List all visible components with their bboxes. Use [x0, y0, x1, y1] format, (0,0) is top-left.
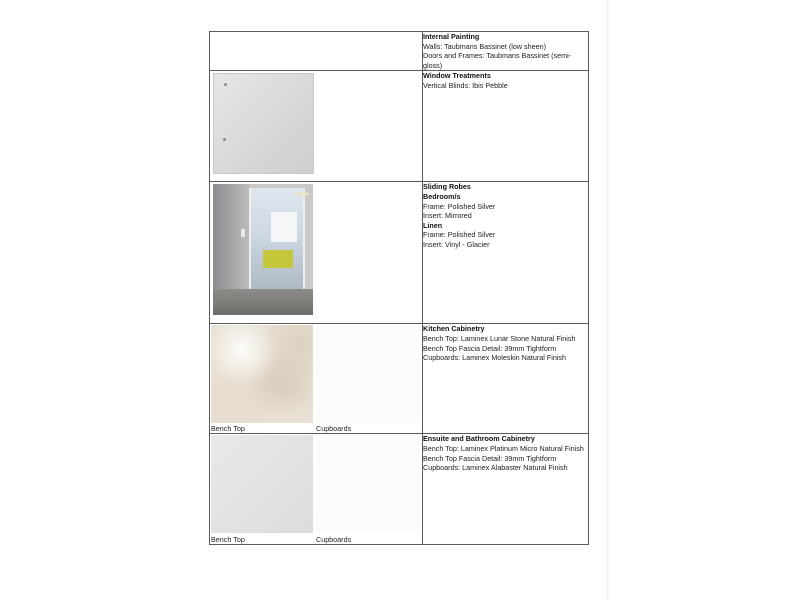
- spec-line: Frame: Polished Silver: [423, 201, 496, 211]
- reflected-bed: [263, 250, 293, 268]
- section-title: Ensuite and Bathroom Cabinetry: [423, 434, 535, 444]
- finishes-table: [209, 31, 589, 545]
- image-cell-bathroom: [210, 434, 423, 545]
- text-cell-internal-painting: [423, 32, 589, 71]
- spec-line: Doors and Frames: Taubmans Bassinet (semi-gloss): [423, 51, 572, 70]
- table-row: [210, 182, 589, 324]
- text-cell-bathroom-cabinetry: [423, 434, 589, 545]
- table-row: [210, 71, 589, 182]
- blind-hole-icon: [223, 138, 226, 141]
- image-cell-robes: [210, 182, 423, 324]
- bench-top-swatch-platinum: [211, 435, 313, 533]
- spec-line: Insert: Mirrored: [423, 211, 472, 221]
- subsection-title: Bedroom/s: [423, 191, 461, 201]
- scan-edge: [606, 0, 609, 600]
- blind-hole-icon: [224, 83, 227, 86]
- cupboard-swatch-alabaster: [316, 435, 420, 533]
- spec-line: Frame: Polished Silver: [423, 230, 496, 240]
- swatch-caption: Bench Top: [211, 535, 245, 545]
- spec-line: Cupboards: Laminex Moleskin Natural Finish: [423, 353, 567, 363]
- image-cell-blinds: [210, 71, 423, 182]
- bench-top-swatch-lunar-stone: [211, 325, 313, 423]
- reflected-window: [271, 212, 297, 242]
- spec-line: Cupboards: Laminex Alabaster Natural Finish: [423, 463, 568, 473]
- carpet-floor: [213, 289, 313, 315]
- sliding-robe-photo: [213, 184, 313, 315]
- spec-line: Bench Top Fascia Detail: 39mm Tightform: [423, 343, 557, 353]
- text-cell-kitchen-cabinetry: [423, 324, 589, 434]
- spec-line: Walls: Taubmans Bassinet (low sheen): [423, 41, 547, 51]
- section-title: Sliding Robes: [423, 182, 471, 192]
- spec-line: Bench Top: Laminex Lunar Stone Natural Finish: [423, 333, 576, 343]
- table-row: [210, 32, 589, 71]
- vertical-blind-photo: [213, 73, 314, 174]
- spec-line: Insert: Vinyl - Glacier: [423, 239, 490, 249]
- mirror-door: [249, 188, 305, 298]
- image-cell-kitchen: [210, 324, 423, 434]
- cupboard-swatch-moleskin: [316, 325, 420, 423]
- image-cell-empty: [210, 32, 423, 71]
- spec-line: Bench Top Fascia Detail: 39mm Tightform: [423, 453, 557, 463]
- swatch-caption: Cupboards: [316, 535, 352, 545]
- table-row: [210, 324, 589, 434]
- light-switch-icon: [241, 229, 245, 237]
- subsection-title: Linen: [423, 220, 443, 230]
- section-title: Window Treatments: [423, 71, 491, 81]
- swatch-caption: Cupboards: [316, 424, 352, 434]
- text-cell-window-treatments: [423, 71, 589, 182]
- spec-line: Bench Top: Laminex Platinum Micro Natural Finish: [423, 443, 584, 453]
- section-title: Kitchen Cabinetry: [423, 324, 485, 334]
- section-title: Internal Painting: [423, 32, 480, 41]
- table-row: [210, 434, 589, 545]
- spec-line: Vertical Blinds: Ibis Pebble: [423, 80, 508, 90]
- swatch-caption: Bench Top: [211, 424, 245, 434]
- text-cell-sliding-robes: [423, 182, 589, 324]
